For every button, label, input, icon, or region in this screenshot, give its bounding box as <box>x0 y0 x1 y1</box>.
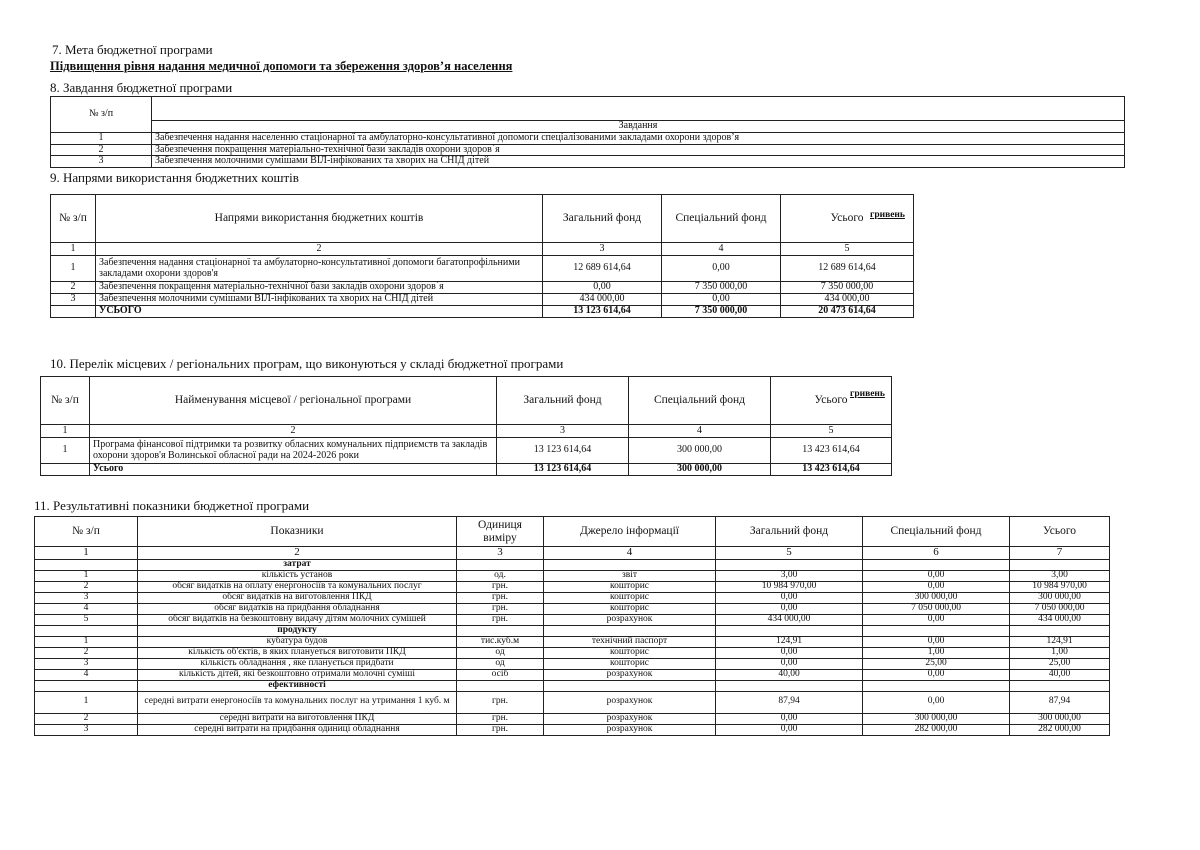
indicator-total: 7 050 000,00 <box>1010 603 1110 614</box>
column-number: 5 <box>771 425 892 438</box>
indicator-name: кількість установ <box>138 570 457 581</box>
indicator-general: 0,00 <box>716 658 863 669</box>
column-number: 4 <box>629 425 771 438</box>
indicator-general: 124,91 <box>716 636 863 647</box>
indicator-row <box>35 691 1110 713</box>
indicator-name: середні витрати на придбання одиниці обладнання <box>138 724 457 735</box>
indicator-unit: грн. <box>457 713 544 724</box>
program-special: 300 000,00 <box>629 438 771 464</box>
column-numbers-row <box>35 547 1110 560</box>
indicator-unit: грн. <box>457 614 544 625</box>
indicator-row <box>35 570 1110 581</box>
indicator-special: 300 000,00 <box>863 713 1010 724</box>
column-number: 7 <box>1010 547 1110 560</box>
indicator-row <box>35 592 1110 603</box>
task-num: 2 <box>51 144 152 156</box>
indicator-general: 0,00 <box>716 647 863 658</box>
directions-total-row <box>51 306 914 318</box>
indicator-group-label: продукту <box>138 625 457 636</box>
indicator-row <box>35 614 1110 625</box>
indicator-source: розрахунок <box>544 713 716 724</box>
column-number: 3 <box>543 243 662 256</box>
indicator-general: 434 000,00 <box>716 614 863 625</box>
indicator-row <box>35 669 1110 680</box>
indicator-total: 25,00 <box>1010 658 1110 669</box>
direction-name: Забезпечення покращення матеріально-технічної бази закладів охорони здоров`я <box>96 282 543 294</box>
indicator-source: розрахунок <box>544 669 716 680</box>
indicator-name: обсяг видатків на придбання обладнання <box>138 603 457 614</box>
indicator-source: кошторис <box>544 647 716 658</box>
indicator-special: 7 050 000,00 <box>863 603 1010 614</box>
indicator-special: 1,00 <box>863 647 1010 658</box>
indicator-source: звіт <box>544 570 716 581</box>
total-label: УСЬОГО <box>96 306 543 318</box>
programs-table <box>40 376 892 476</box>
directions-header-total: Усього <box>781 195 914 243</box>
indicator-total: 434 000,00 <box>1010 614 1110 625</box>
programs-header-general: Загальний фонд <box>497 377 629 425</box>
indicator-general: 0,00 <box>716 603 863 614</box>
tasks-header-task: Завдання <box>152 121 1125 133</box>
task-text: Забезпечення надання населенню стаціонарної та амбулаторно-консультативної допомоги спеціалізованими закладами охорони здоров’я <box>152 133 1125 145</box>
program-goal: Підвищення рівня надання медичної допомоги та збереження здоров’я населення <box>50 59 513 73</box>
indicators-header-special: Спеціальний фонд <box>863 517 1010 547</box>
indicator-num: 3 <box>35 724 138 735</box>
total-general: 13 123 614,64 <box>543 306 662 318</box>
direction-row <box>51 282 914 294</box>
indicator-name: кількість обладнання , яке планується придбати <box>138 658 457 669</box>
indicator-general: 10 984 970,00 <box>716 581 863 592</box>
indicator-name: обсяг видатків на виготовлення ПКД <box>138 592 457 603</box>
indicator-unit: грн. <box>457 724 544 735</box>
indicator-general: 40,00 <box>716 669 863 680</box>
program-total: 13 423 614,64 <box>771 438 892 464</box>
column-number: 4 <box>544 547 716 560</box>
indicator-group-row <box>35 680 1110 691</box>
section-9-unit: гривень <box>870 210 905 220</box>
indicator-unit: грн. <box>457 592 544 603</box>
indicator-general: 0,00 <box>716 713 863 724</box>
directions-header-general: Загальний фонд <box>543 195 662 243</box>
indicator-special: 0,00 <box>863 614 1010 625</box>
indicator-unit: тис.куб.м <box>457 636 544 647</box>
indicator-name: середні витрати енергоносіїв та комунальних послуг на утримання 1 куб. м <box>138 691 457 713</box>
programs-header-total: Усього <box>771 377 892 425</box>
task-text: Забезпечення покращення матеріально-технічної бази закладів охорони здоров`я <box>152 144 1125 156</box>
program-num: 1 <box>41 438 90 464</box>
indicators-table <box>34 516 1110 736</box>
indicators-header-general: Загальний фонд <box>716 517 863 547</box>
indicator-num: 3 <box>35 592 138 603</box>
section-10-title: 10. Перелік місцевих / регіональних програм, що виконуються у складі бюджетної програми <box>50 356 564 371</box>
indicator-group-label: ефективності <box>138 680 457 691</box>
programs-total-special: 300 000,00 <box>629 464 771 476</box>
tasks-row <box>51 144 1125 156</box>
column-number: 3 <box>457 547 544 560</box>
indicator-group-row <box>35 625 1110 636</box>
directions-table <box>50 194 914 318</box>
program-name: Програма фінансової підтримки та розвитку обласних комунальних підприємств та закладів охорони здоров'я Волинської обласної ради на 2024-2026 роки <box>90 438 497 464</box>
indicators-header-num: № з/п <box>35 517 138 547</box>
direction-name: Забезпечення молочними сумішами ВІЛ-інфікованих та хворих на СНІД дітей <box>96 294 543 306</box>
direction-total: 7 350 000,00 <box>781 282 914 294</box>
indicator-total: 87,94 <box>1010 691 1110 713</box>
indicator-group-row <box>35 560 1110 571</box>
indicator-row <box>35 603 1110 614</box>
indicator-total: 40,00 <box>1010 669 1110 680</box>
indicator-row <box>35 581 1110 592</box>
indicator-special: 0,00 <box>863 581 1010 592</box>
direction-num: 2 <box>51 282 96 294</box>
directions-header-num: № з/п <box>51 195 96 243</box>
task-num: 3 <box>51 156 152 168</box>
section-7-title: 7. Мета бюджетної програми <box>52 42 213 57</box>
indicators-header-total: Усього <box>1010 517 1110 547</box>
indicator-unit: грн. <box>457 691 544 713</box>
indicator-source: технічний паспорт <box>544 636 716 647</box>
indicator-total: 282 000,00 <box>1010 724 1110 735</box>
direction-special: 7 350 000,00 <box>662 282 781 294</box>
indicator-row <box>35 713 1110 724</box>
directions-header-name: Напрями використання бюджетних коштів <box>96 195 543 243</box>
indicator-special: 0,00 <box>863 636 1010 647</box>
indicator-name: середні витрати на виготовлення ПКД <box>138 713 457 724</box>
total-total: 20 473 614,64 <box>781 306 914 318</box>
task-num: 1 <box>51 133 152 145</box>
indicator-unit: од <box>457 658 544 669</box>
programs-header-name: Найменування місцевої / регіональної програми <box>90 377 497 425</box>
direction-total: 12 689 614,64 <box>781 256 914 282</box>
indicator-total: 1,00 <box>1010 647 1110 658</box>
column-number: 1 <box>51 243 96 256</box>
total-special: 7 350 000,00 <box>662 306 781 318</box>
indicator-special: 0,00 <box>863 570 1010 581</box>
programs-total-total: 13 423 614,64 <box>771 464 892 476</box>
indicator-num: 2 <box>35 581 138 592</box>
column-number: 4 <box>662 243 781 256</box>
indicator-special: 0,00 <box>863 691 1010 713</box>
indicator-general: 3,00 <box>716 570 863 581</box>
section-10-unit: гривень <box>850 389 885 399</box>
indicator-total: 3,00 <box>1010 570 1110 581</box>
indicator-source: розрахунок <box>544 691 716 713</box>
programs-total-row <box>41 464 892 476</box>
indicator-source: кошторис <box>544 592 716 603</box>
column-numbers-row <box>41 425 892 438</box>
column-numbers-row <box>51 243 914 256</box>
indicator-name: обсяг видатків на безкоштовну видачу дітям молочних сумішей <box>138 614 457 625</box>
indicator-num: 5 <box>35 614 138 625</box>
indicator-unit: грн. <box>457 603 544 614</box>
indicator-num: 2 <box>35 647 138 658</box>
indicator-total: 10 984 970,00 <box>1010 581 1110 592</box>
indicator-num: 1 <box>35 691 138 713</box>
indicator-total: 124,91 <box>1010 636 1110 647</box>
column-number: 5 <box>716 547 863 560</box>
direction-num: 1 <box>51 256 96 282</box>
program-general: 13 123 614,64 <box>497 438 629 464</box>
column-number: 1 <box>35 547 138 560</box>
program-row <box>41 438 892 464</box>
indicator-name: обсяг видатків на оплату енергоносіїв та комунальних послуг <box>138 581 457 592</box>
tasks-header-num: № з/п <box>51 97 152 133</box>
indicator-special: 25,00 <box>863 658 1010 669</box>
programs-total-label: Усього <box>90 464 497 476</box>
indicator-source: кошторис <box>544 658 716 669</box>
indicator-general: 0,00 <box>716 592 863 603</box>
direction-special: 0,00 <box>662 256 781 282</box>
task-text: Забезпечення молочними сумішами ВІЛ-інфікованих та хворих на СНІД дітей <box>152 156 1125 168</box>
indicator-special: 300 000,00 <box>863 592 1010 603</box>
indicator-source: кошторис <box>544 603 716 614</box>
indicator-unit: од <box>457 647 544 658</box>
column-number: 1 <box>41 425 90 438</box>
indicator-num: 4 <box>35 603 138 614</box>
indicator-num: 1 <box>35 636 138 647</box>
programs-header-num: № з/п <box>41 377 90 425</box>
column-number: 6 <box>863 547 1010 560</box>
direction-num: 3 <box>51 294 96 306</box>
tasks-table <box>50 96 1125 168</box>
indicator-row <box>35 647 1110 658</box>
indicator-source: розрахунок <box>544 724 716 735</box>
tasks-row <box>51 156 1125 168</box>
indicator-unit: осіб <box>457 669 544 680</box>
indicator-name: кількість дітей, які безкоштовно отримали молочні суміші <box>138 669 457 680</box>
indicators-header-source: Джерело інформації <box>544 517 716 547</box>
indicator-row <box>35 636 1110 647</box>
column-number: 5 <box>781 243 914 256</box>
direction-name: Забезпечення надання стаціонарної та амбулаторно-консультативної допомоги багатопрофільними закладами охорони здоров'я <box>96 256 543 282</box>
indicator-total: 300 000,00 <box>1010 592 1110 603</box>
section-9-title: 9. Напрями використання бюджетних коштів <box>50 170 299 185</box>
indicator-row <box>35 724 1110 735</box>
indicator-special: 0,00 <box>863 669 1010 680</box>
direction-total: 434 000,00 <box>781 294 914 306</box>
indicator-num: 4 <box>35 669 138 680</box>
programs-header-special: Спеціальний фонд <box>629 377 771 425</box>
indicator-name: кількість об'єктів, в яких плануеться виготовити ПКД <box>138 647 457 658</box>
indicator-general: 0,00 <box>716 724 863 735</box>
indicator-num: 3 <box>35 658 138 669</box>
indicator-special: 282 000,00 <box>863 724 1010 735</box>
indicator-row <box>35 658 1110 669</box>
direction-row <box>51 256 914 282</box>
indicators-header-name: Показники <box>138 517 457 547</box>
indicator-num: 1 <box>35 570 138 581</box>
section-11-title: 11. Результативні показники бюджетної програми <box>34 498 310 513</box>
indicator-source: кошторис <box>544 581 716 592</box>
column-number: 2 <box>90 425 497 438</box>
indicator-unit: од. <box>457 570 544 581</box>
direction-general: 434 000,00 <box>543 294 662 306</box>
indicator-num: 2 <box>35 713 138 724</box>
column-number: 2 <box>138 547 457 560</box>
column-number: 2 <box>96 243 543 256</box>
directions-header-special: Спеціальний фонд <box>662 195 781 243</box>
indicator-total: 300 000,00 <box>1010 713 1110 724</box>
direction-general: 0,00 <box>543 282 662 294</box>
tasks-row <box>51 133 1125 145</box>
indicator-source: розрахунок <box>544 614 716 625</box>
indicator-name: кубатура будов <box>138 636 457 647</box>
indicator-general: 87,94 <box>716 691 863 713</box>
indicators-header-unit: Одиниця виміру <box>457 517 544 547</box>
indicator-group-label: затрат <box>138 560 457 571</box>
column-number: 3 <box>497 425 629 438</box>
indicator-unit: грн. <box>457 581 544 592</box>
programs-total-general: 13 123 614,64 <box>497 464 629 476</box>
direction-row <box>51 294 914 306</box>
section-8-title: 8. Завдання бюджетної програми <box>50 80 233 95</box>
direction-special: 0,00 <box>662 294 781 306</box>
direction-general: 12 689 614,64 <box>543 256 662 282</box>
